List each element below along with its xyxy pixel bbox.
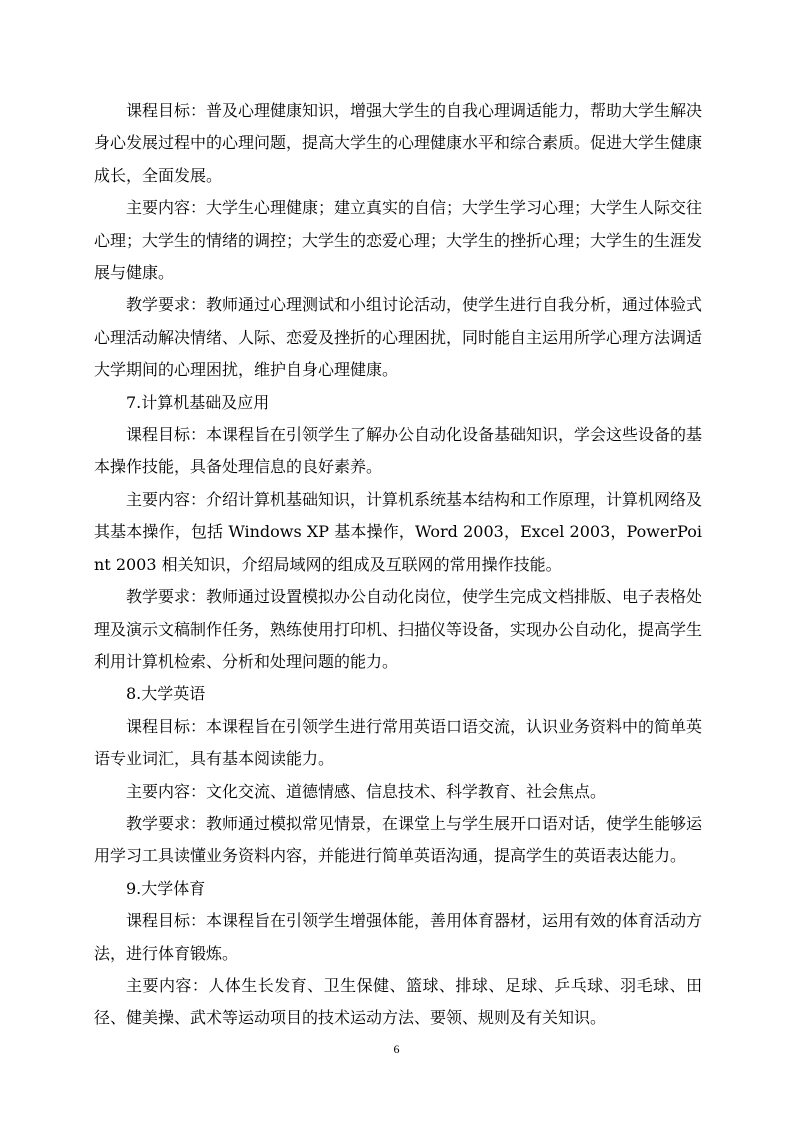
paragraph-psych-content: 主要内容：大学生心理健康；建立真实的自信；大学生学习心理；大学生人际交往心理；大学生的情绪的调控；大学生的恋爱心理；大学生的挫折心理；大学生的生涯发展与健康。 (94, 198, 703, 283)
section-heading-computer: 7.计算机基础及应用 (126, 392, 270, 412)
paragraph-psych-requirement: 教学要求：教师通过心理测试和小组讨论活动，使学生进行自我分析，通过体验式心理活动解决情绪、人际、恋爱及挫折的心理困扰，同时能自主运用所学心理方法调适大学期间的心理困扰，维护自身心理健康。 (94, 295, 703, 380)
paragraph-pe-content: 主要内容：人体生长发育、卫生保健、篮球、排球、足球、乒乓球、羽毛球、田径、健美操、武术等运动项目的技术运动方法、要领、规则及有关知识。 (94, 975, 702, 1028)
paragraph-pe-goal: 课程目标：本课程旨在引领学生增强体能，善用体育器材，运用有效的体育活动方法，进行体育锻炼。 (94, 911, 703, 963)
paragraph-computer-content: 主要内容：介绍计算机基础知识，计算机系统基本结构和工作原理，计算机网络及其基本操作，包括 Windows XP 基本操作，Word 2003，Excel 2003，PowerPoint 2003 相关知识，介绍局域网的组成及互联网的常用操作技能。 (94, 489, 703, 574)
paragraph-computer-requirement: 教学要求：教师通过设置模拟办公自动化岗位，使学生完成文档排版、电子表格处理及演示文稿制作任务，熟练使用打印机、扫描仪等设备，实现办公自动化，提高学生利用计算机检索、分析和处理问题的能力。 (94, 587, 703, 671)
paragraph-english-requirement: 教学要求：教师通过模拟常见情景，在课堂上与学生展开口语对话，使学生能够运用学习工具读懂业务资料内容，并能进行简单英语沟通，提高学生的英语表达能力。 (94, 813, 703, 866)
paragraph-english-goal: 课程目标：本课程旨在引领学生进行常用英语口语交流，认识业务资料中的简单英语专业词汇，具有基本阅读能力。 (94, 716, 703, 769)
page-number: 6 (393, 1042, 400, 1056)
paragraph-computer-goal: 课程目标：本课程旨在引领学生了解办公自动化设备基础知识，学会这些设备的基本操作技能，具备处理信息的良好素养。 (94, 425, 703, 477)
section-heading-english: 8.大学英语 (126, 684, 206, 704)
paragraph-psych-goal: 课程目标：普及心理健康知识，增强大学生的自我心理调适能力，帮助大学生解决身心发展过程中的心理问题，提高大学生的心理健康水平和综合素质。促进大学生健康成长，全面发展。 (94, 101, 703, 185)
document-body (94, 95, 702, 1035)
section-heading-pe: 9.大学体育 (126, 878, 206, 898)
paragraph-english-content: 主要内容：文化交流、道德情感、信息技术、科学教育、社会焦点。 (126, 781, 607, 801)
